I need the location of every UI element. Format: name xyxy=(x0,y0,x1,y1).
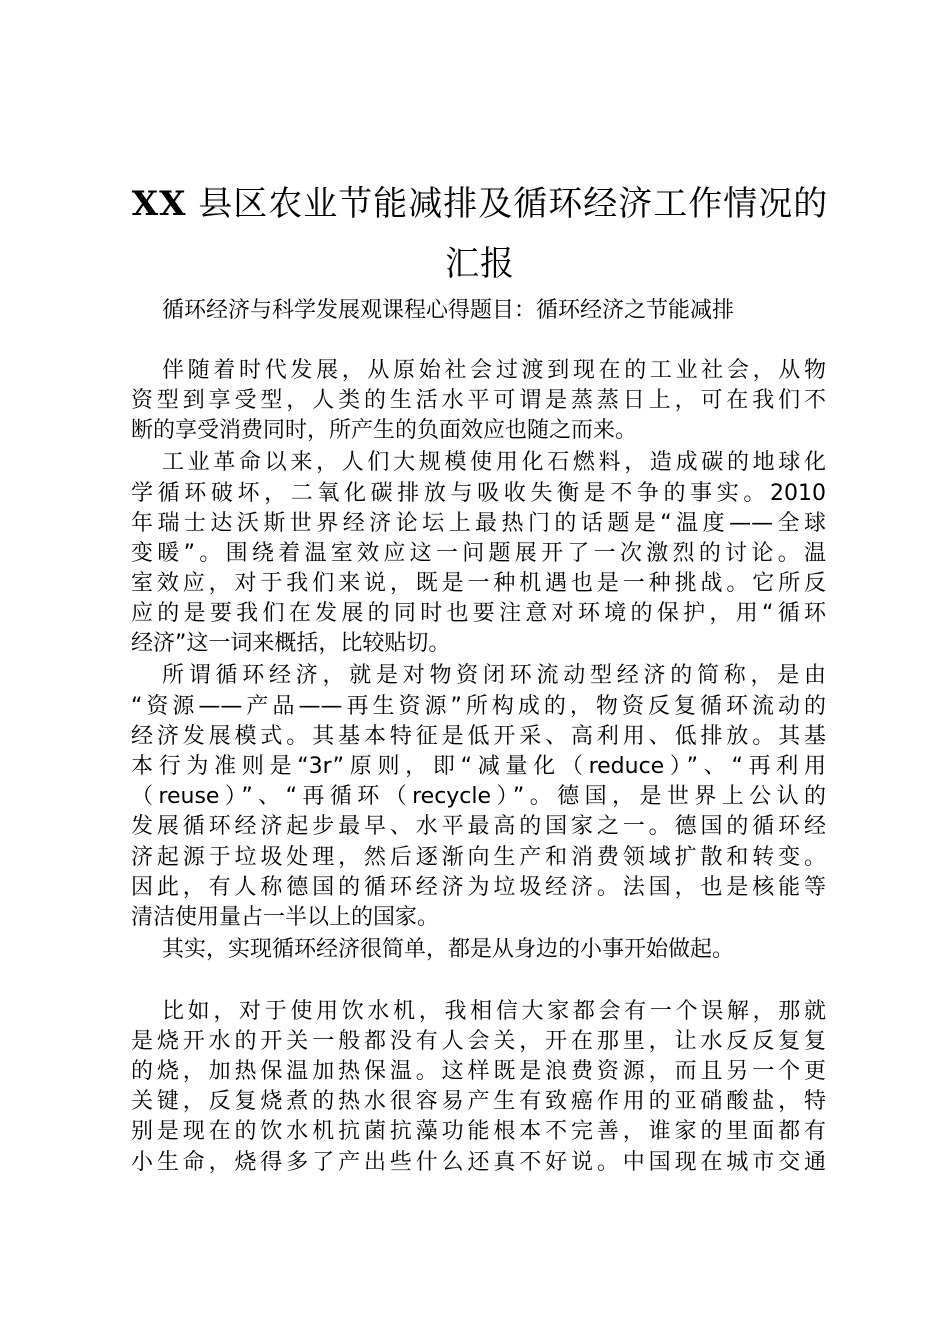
document-title xyxy=(100,184,860,224)
body-line: 伴随着时代发展，从原始社会过渡到现在的工业社会，从物 xyxy=(162,358,826,383)
body-line: 经济发展模式。其基本特征是低开采、高利用、低排放。其基 xyxy=(131,724,826,749)
document-subtitle: 循环经济与科学发展观课程心得题目：循环经济之节能减排 xyxy=(162,298,735,323)
body-line: （reuse）”、“再循环（recycle）”。德国，是世界上公认的 xyxy=(131,784,826,809)
body-line: 工业革命以来，人们大规模使用化石燃料，造成碳的地球化 xyxy=(162,450,826,475)
body-line: 其实，实现循环经济很简单，都是从身边的小事开始做起。 xyxy=(162,937,735,962)
body-line: 学循环破坏，二氧化碳排放与吸收失衡是不争的事实。2010 xyxy=(131,481,826,506)
title-line-1: 县区农业节能减排及循环经济工作情况的 xyxy=(198,184,829,224)
body-line: 因此，有人称德国的循环经济为垃圾经济。法国，也是核能等 xyxy=(131,875,826,900)
body-line: 关键，反复烧煮的热水很容易产生有致癌作用的亚硝酸盐，特 xyxy=(131,1089,826,1114)
body-line: 别是现在的饮水机抗菌抗藻功能根本不完善，谁家的里面都有 xyxy=(131,1119,826,1144)
body-line: 小生命，烧得多了产出些什么还真不好说。中国现在城市交通 xyxy=(131,1150,826,1175)
body-line: 比如，对于使用饮水机，我相信大家都会有一个误解，那就 xyxy=(162,999,826,1024)
body-line: “资源——产品——再生资源”所构成的，物资反复循环流动的 xyxy=(131,694,826,719)
body-line: 是烧开水的开关一般都没有人会关，开在那里，让水反反复复 xyxy=(131,1029,826,1054)
body-line: 所谓循环经济，就是对物资闭环流动型经济的简称，是由 xyxy=(162,663,826,688)
body-line: 变暖”。围绕着温室效应这一问题展开了一次激烈的讨论。温 xyxy=(131,541,826,566)
body-line: 资型到享受型，人类的生活水平可谓是蒸蒸日上，可在我们不 xyxy=(131,388,826,413)
body-line: 年瑞士达沃斯世界经济论坛上最热门的话题是“温度——全球 xyxy=(131,511,826,536)
body-line: 的烧，加热保温加热保温。这样既是浪费资源，而且另一个更 xyxy=(131,1059,826,1084)
body-line: 应的是要我们在发展的同时也要注意对环境的保护，用“循环 xyxy=(131,601,826,626)
title-prefix: XX xyxy=(131,184,187,224)
body-line: 清洁使用量占一半以上的国家。 xyxy=(131,905,440,930)
document-title-continued: 汇报 xyxy=(445,244,515,284)
body-line: 发展循环经济起步最早、水平最高的国家之一。德国的循环经 xyxy=(131,814,826,839)
body-line: 济起源于垃圾处理，然后逐渐向生产和消费领域扩散和转变。 xyxy=(131,845,826,870)
body-line: 室效应，对于我们来说，既是一种机遇也是一种挑战。它所反 xyxy=(131,571,826,596)
body-line: 断的享受消费同时，所产生的负面效应也随之而来。 xyxy=(131,418,638,443)
body-line: 本行为准则是“3r”原则，即“减量化（reduce）”、“再利用 xyxy=(131,754,826,779)
body-line: 经济”这一词来概括，比较贴切。 xyxy=(131,631,451,656)
